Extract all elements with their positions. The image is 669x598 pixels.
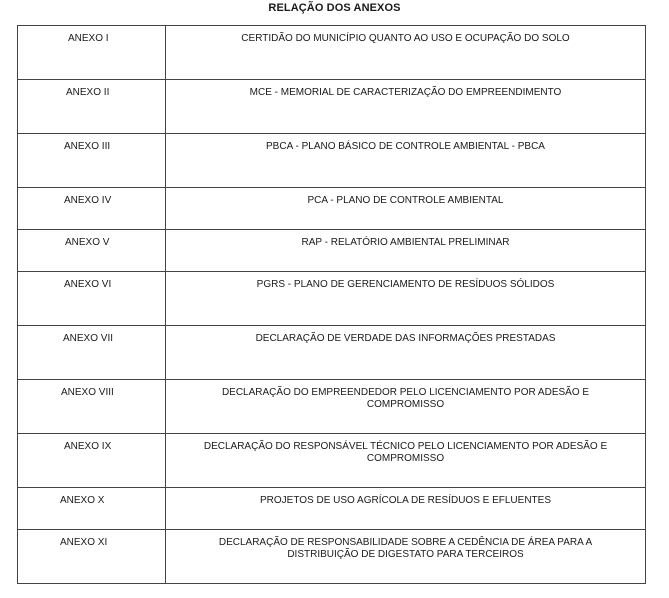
annex-code-cell: [18, 188, 166, 230]
annex-code: ANEXO VI: [64, 279, 112, 290]
annex-description-cell: [166, 326, 646, 380]
annex-code: ANEXO X: [60, 495, 105, 506]
annex-description: MCE - MEMORIAL DE CARACTERIZAÇÃO DO EMPREENDIMENTO: [249, 87, 562, 98]
annex-code-cell: [18, 326, 166, 380]
annex-code-cell: [18, 380, 166, 434]
annex-description: RAP - RELATÓRIO AMBIENTAL PRELIMINAR: [301, 237, 510, 248]
table-row: [18, 530, 646, 584]
annex-description-cell: [166, 26, 646, 80]
table-row: [18, 488, 646, 530]
table-row: [18, 272, 646, 326]
annex-description: CERTIDÃO DO MUNICÍPIO QUANTO AO USO E OCUPAÇÃO DO SOLO: [241, 33, 570, 44]
annex-code: ANEXO IX: [64, 441, 112, 452]
annex-code: ANEXO IV: [64, 195, 112, 206]
annex-code-cell: [18, 434, 166, 488]
annex-description-cell: [166, 434, 646, 488]
annex-code-cell: [18, 530, 166, 584]
table-row: [18, 434, 646, 488]
annex-code: ANEXO II: [66, 87, 110, 98]
annex-code: ANEXO I: [68, 33, 109, 44]
table-row: [18, 80, 646, 134]
annex-description: PROJETOS DE USO AGRÍCOLA DE RESÍDUOS E EFLUENTES: [260, 495, 551, 506]
annex-description-cell: [166, 530, 646, 584]
annex-code: ANEXO V: [65, 237, 110, 248]
annex-description-cell: [166, 188, 646, 230]
annex-code-cell: [18, 80, 166, 134]
annex-description: DECLARAÇÃO DE VERDADE DAS INFORMAÇÕES PRESTADAS: [255, 333, 556, 344]
annex-table: [17, 25, 646, 584]
annex-description-cell: [166, 134, 646, 188]
annex-code: ANEXO VII: [63, 333, 114, 344]
page-title: RELAÇÃO DOS ANEXOS: [268, 2, 401, 14]
annex-code: ANEXO XI: [60, 537, 108, 548]
table-row: [18, 26, 646, 80]
annex-code-cell: [18, 134, 166, 188]
annex-code-cell: [18, 230, 166, 272]
annex-description-cell: [166, 488, 646, 530]
annex-description-cell: [166, 80, 646, 134]
annex-code-cell: [18, 26, 166, 80]
annex-description: DECLARAÇÃO DO RESPONSÁVEL TÉCNICO PELO LICENCIAMENTO POR ADESÃO E COMPROMISSO: [203, 441, 608, 464]
table-row: [18, 188, 646, 230]
annex-code-cell: [18, 488, 166, 530]
annex-description: PCA - PLANO DE CONTROLE AMBIENTAL: [307, 195, 504, 206]
annex-code: ANEXO III: [64, 141, 111, 152]
table-row: [18, 134, 646, 188]
annex-description: PBCA - PLANO BÁSICO DE CONTROLE AMBIENTAL - PBCA: [266, 141, 545, 152]
annex-description-cell: [166, 380, 646, 434]
annex-code-cell: [18, 272, 166, 326]
annex-description: DECLARAÇÃO DO EMPREENDEDOR PELO LICENCIAMENTO POR ADESÃO E COMPROMISSO: [221, 387, 590, 410]
annex-description-cell: [166, 272, 646, 326]
table-row: [18, 380, 646, 434]
table-row: [18, 230, 646, 272]
table-row: [18, 326, 646, 380]
annex-description: DECLARAÇÃO DE RESPONSABILIDADE SOBRE A CEDÊNCIA DE ÁREA PARA A DISTRIBUIÇÃO DE DIGESTATO PARA TERCEIROS: [218, 537, 593, 560]
annex-description: PGRS - PLANO DE GERENCIAMENTO DE RESÍDUOS SÓLIDOS: [256, 279, 555, 290]
annex-code: ANEXO VIII: [61, 387, 114, 398]
annex-description-cell: [166, 230, 646, 272]
